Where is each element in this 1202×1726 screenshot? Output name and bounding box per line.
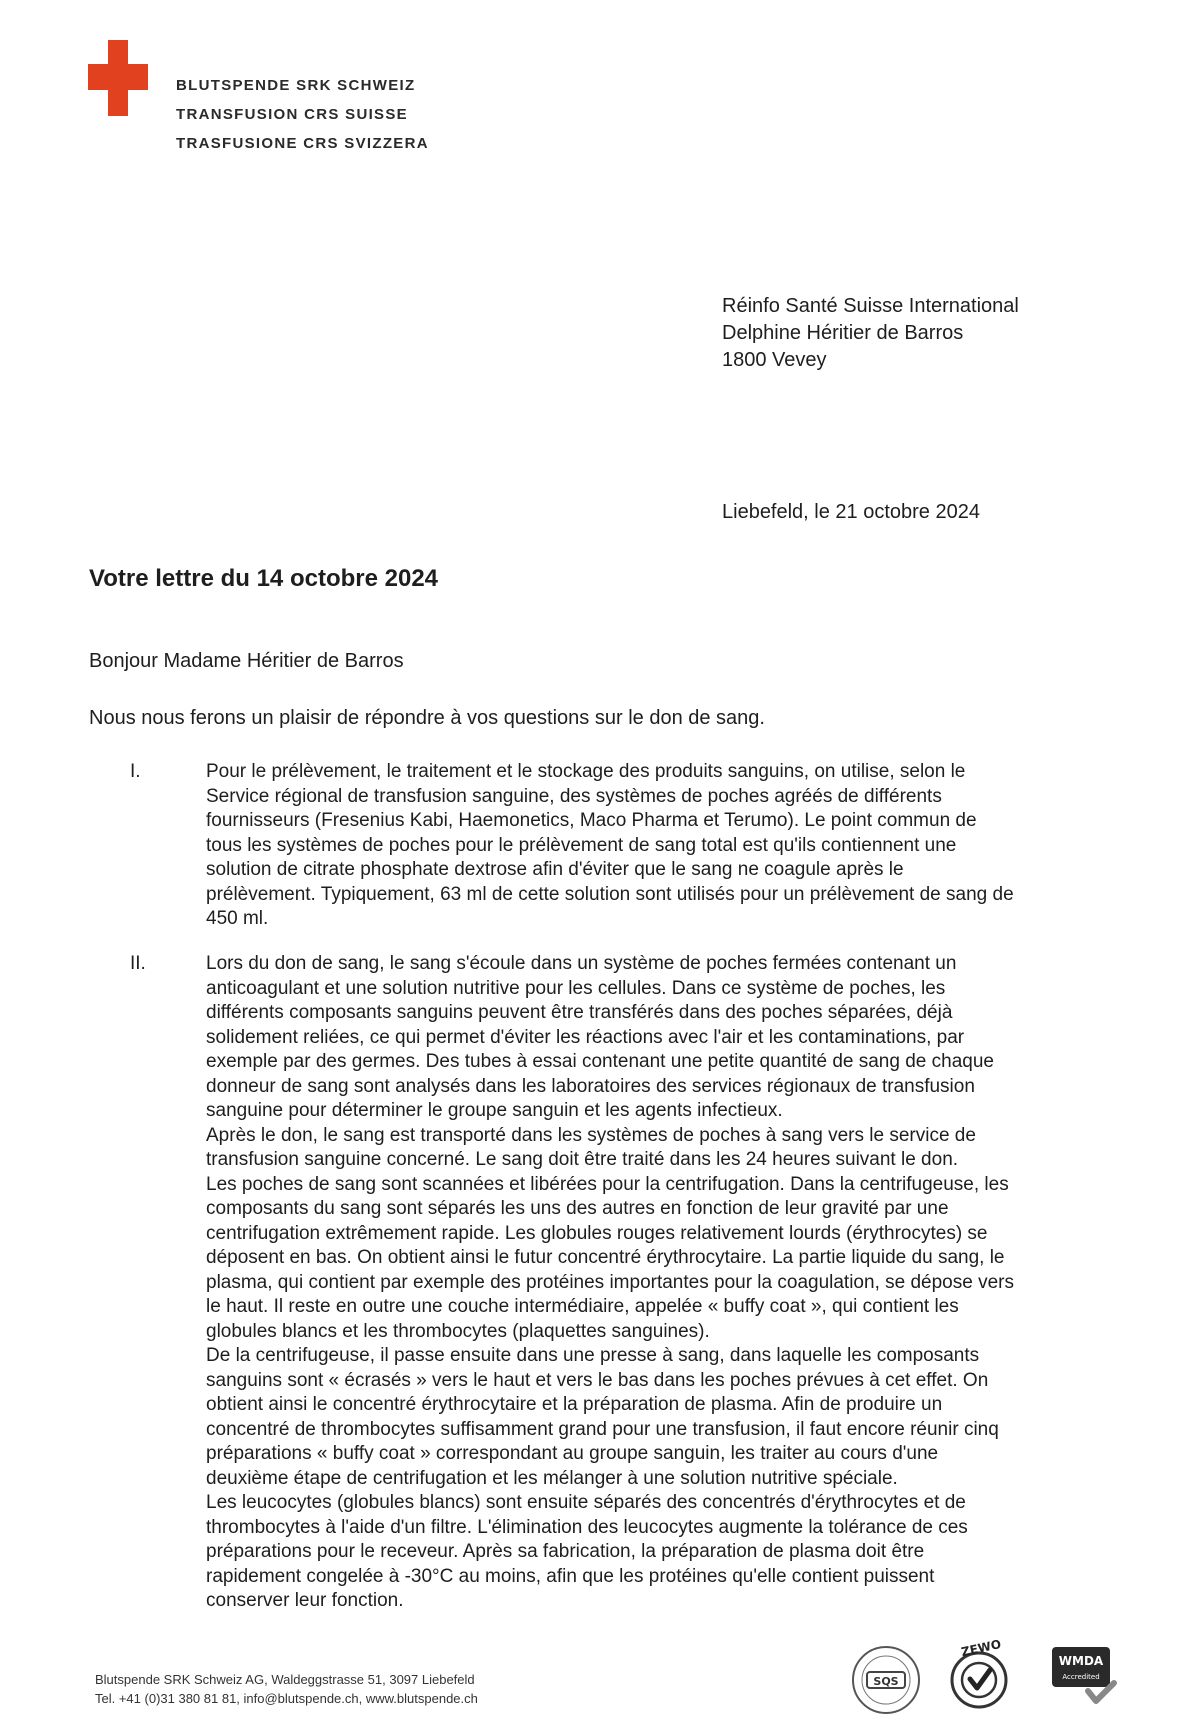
text-line: conserver leur fonction. [206, 1590, 404, 1611]
text-line: donneur de sang sont analysés dans les laboratoires des services régionaux de transfusion [206, 1075, 975, 1097]
red-cross-logo [88, 40, 148, 116]
text-line: rapidement congelée à -30°C au moins, afin que les protéines qu'elle contient puissent [206, 1565, 935, 1587]
text-line: plasma, qui contient par exemple des protéines importantes pour la coagulation, se dépose vers [206, 1271, 1014, 1293]
text-line: composants du sang sont séparés les uns des autres en fonction de leur gravité par une [206, 1198, 949, 1219]
text-line: Pour le prélèvement, le traitement et le stockage des produits sanguins, on utilise, selon le [206, 761, 966, 782]
letter-date: Liebefeld, le 21 octobre 2024 [722, 501, 980, 523]
zewo-logo-text: ZEWO [959, 1640, 1003, 1660]
recipient-name: Delphine Héritier de Barros [722, 322, 964, 344]
section-number: II. [130, 953, 146, 974]
wmda-accredited-logo [1050, 1645, 1118, 1707]
text-line: le haut. Il reste en outre une couche intermédiaire, appelée « buffy coat », qui contient les [206, 1296, 959, 1317]
text-line: Les poches de sang sont scannées et libérées pour la centrifugation. Dans la centrifugeuse, les [206, 1173, 1009, 1195]
text-line: déposent en bas. On obtient ainsi le futur concentré érythrocytaire. La partie liquide du sang, le [206, 1247, 1005, 1268]
text-line: solution de citrate phosphate dextrose afin d'éviter que le sang ne coagule après le [206, 859, 904, 880]
text-line: différents composants sanguins peuvent être transférés dans des poches séparées, déjà [206, 1002, 953, 1023]
text-line: solidement reliées, ce qui permet d'éviter les réactions avec l'air et les contaminations, par [206, 1026, 965, 1048]
text-line: sanguins sont « écrasés » vers le haut et vers le bas dans les poches prévues à cet effet. On [206, 1369, 989, 1391]
text-line: globules blancs et les thrombocytes (plaquettes sanguines). [206, 1320, 710, 1342]
recipient-address [722, 293, 1019, 374]
recipient-organization: Réinfo Santé Suisse International [722, 295, 1019, 317]
text-line: 450 ml. [206, 908, 269, 929]
greeting: Bonjour Madame Héritier de Barros [89, 650, 404, 672]
wmda-accredited-text: Accredited [1062, 1673, 1100, 1681]
text-line: Après le don, le sang est transporté dans les systèmes de poches à sang vers le service de [206, 1124, 976, 1146]
text-line: prélèvement. Typiquement, 63 ml de cette solution sont utilisés pour un prélèvement de sang de [206, 883, 1014, 905]
sqs-logo-text: SQS [873, 1675, 899, 1688]
text-line: thrombocytes à l'aide d'un filtre. L'élimination des leucocytes augmente la tolérance de ces [206, 1516, 968, 1538]
text-line: obtient ainsi le concentré érythrocytaire et la préparation de plasma. Afin de produire un [206, 1394, 943, 1415]
text-line: fournisseurs (Fresenius Kabi, Haemonetics, Maco Pharma et Terumo). Le point commun de [206, 810, 977, 831]
text-line: Lors du don de sang, le sang s'écoule dans un système de poches fermées contenant un [206, 953, 957, 974]
text-line: préparations « buffy coat » correspondant au groupe sanguin, les traiter au cours d'une [206, 1443, 939, 1464]
section-body [206, 760, 1119, 932]
text-line: anticoagulant et une solution nutritive pour les cellules. Dans ce système de poches, les [206, 977, 946, 999]
org-line-fr: TRANSFUSION CRS SUISSE [176, 106, 408, 123]
text-line: transfusion sanguine concerné. Le sang doit être traité dans les 24 heures suivant le don. [206, 1149, 959, 1170]
org-line-it: TRASFUSIONE CRS SVIZZERA [176, 135, 429, 152]
sqs-certification-logo [850, 1644, 922, 1716]
zewo-seal-logo [946, 1640, 1012, 1714]
text-line: concentré de thrombocytes suffisamment grand pour une transfusion, il faut encore réunir cinq [206, 1418, 999, 1440]
section-number: I. [130, 761, 141, 782]
recipient-city: 1800 Vevey [722, 349, 827, 371]
text-line: centrifugation extrêmement rapide. Les globules rouges relativement lourds (érythrocytes) se [206, 1222, 988, 1244]
text-line: tous les systèmes de poches pour le prélèvement de sang total est qu'ils contiennent une [206, 834, 957, 856]
text-line: sanguine pour déterminer le groupe sanguin et les agents infectieux. [206, 1100, 783, 1121]
intro-paragraph: Nous nous ferons un plaisir de répondre à vos questions sur le don de sang. [89, 707, 765, 729]
organization-name [176, 71, 429, 158]
text-line: Service régional de transfusion sanguine, des systèmes de poches agréés de différents [206, 785, 942, 807]
letter-subject: Votre lettre du 14 octobre 2024 [89, 565, 439, 592]
text-line: Les leucocytes (globules blancs) sont ensuite séparés des concentrés d'érythrocytes et de [206, 1492, 966, 1513]
text-line: préparations pour le receveur. Après sa fabrication, la préparation de plasma doit être [206, 1541, 925, 1562]
footer-contact-line: Tel. +41 (0)31 380 81 81, info@blutspende.ch, www.blutspende.ch [95, 1691, 478, 1706]
section-body [206, 952, 1119, 1614]
text-line: deuxième étape de centrifugation et les mélanger à une solution nutritive spéciale. [206, 1467, 898, 1489]
text-line: De la centrifugeuse, il passe ensuite dans une presse à sang, dans laquelle les composants [206, 1345, 980, 1366]
org-line-de: BLUTSPENDE SRK SCHWEIZ [176, 77, 416, 94]
footer-address [95, 1670, 478, 1708]
wmda-logo-text: WMDA [1058, 1654, 1104, 1668]
footer-address-line: Blutspende SRK Schweiz AG, Waldeggstrasse 51, 3097 Liebefeld [95, 1672, 475, 1687]
text-line: exemple par des germes. Des tubes à essai contenant une petite quantité de sang de chaque [206, 1051, 994, 1072]
